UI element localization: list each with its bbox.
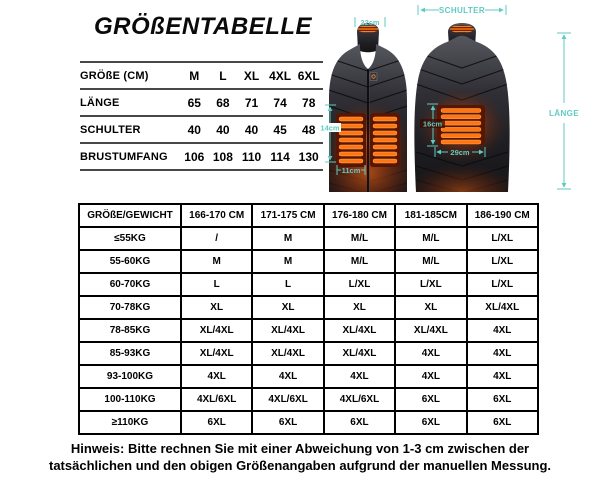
spec-value: 40 bbox=[244, 122, 259, 137]
fit-cell: 4XL bbox=[395, 342, 466, 365]
spec-table bbox=[80, 61, 323, 171]
fit-row bbox=[79, 273, 538, 296]
collar-width-label: 22cm bbox=[360, 18, 380, 27]
fit-weight-label: 78-85KG bbox=[79, 319, 181, 342]
spec-value: 78 bbox=[302, 95, 316, 110]
fit-cell: L/XL bbox=[467, 227, 538, 250]
fit-cell: M/L bbox=[395, 250, 466, 273]
length-dimension-label: LÄNGE bbox=[549, 109, 579, 118]
spec-header-row bbox=[80, 63, 323, 90]
fit-cell: 6XL bbox=[252, 411, 323, 434]
fit-cell: / bbox=[181, 227, 252, 250]
note-line-1: Hinweis: Bitte rechnen Sie mit einer Abweichung von 1-3 cm zwischen der bbox=[70, 441, 530, 456]
fit-cell: L bbox=[181, 273, 252, 296]
fit-cell: 4XL/6XL bbox=[181, 388, 252, 411]
fit-cell: 4XL bbox=[324, 365, 395, 388]
spec-value: 65 bbox=[187, 95, 201, 110]
fit-row bbox=[79, 296, 538, 319]
fit-header-height: 166-170 CM bbox=[181, 204, 252, 227]
spec-size-xl: XL bbox=[243, 68, 260, 83]
fit-cell: 6XL bbox=[467, 411, 538, 434]
spec-size-6xl: 6XL bbox=[297, 68, 320, 83]
fit-cell: XL/4XL bbox=[252, 319, 323, 342]
fit-cell: 4XL/6XL bbox=[252, 388, 323, 411]
fit-cell: 4XL bbox=[467, 342, 538, 365]
fit-row bbox=[79, 250, 538, 273]
note-line-2: tatsächlichen und den obigen Größenangaben aufgrund der manuellen Messung. bbox=[49, 457, 551, 473]
fit-cell: XL/4XL bbox=[324, 342, 395, 365]
spec-row-label: LÄNGE bbox=[80, 96, 120, 109]
fit-table bbox=[78, 203, 539, 435]
spec-value: 114 bbox=[270, 149, 290, 164]
fit-cell: 4XL bbox=[467, 319, 538, 342]
fit-cell: M bbox=[252, 250, 323, 273]
spec-value: 108 bbox=[212, 149, 233, 164]
fit-weight-label: 70-78KG bbox=[79, 296, 181, 319]
vest-diagram-svg bbox=[315, 0, 600, 200]
spec-value: 68 bbox=[216, 95, 230, 110]
fit-cell: 6XL bbox=[324, 411, 395, 434]
spec-size-l: L bbox=[219, 68, 227, 83]
fit-cell: M/L bbox=[395, 227, 466, 250]
fit-weight-label: 100-110KG bbox=[79, 388, 181, 411]
fit-cell: L/XL bbox=[467, 250, 538, 273]
shoulder-dimension-label: SCHULTER bbox=[438, 6, 486, 15]
spec-row-label: BRUSTUMFANG bbox=[80, 150, 168, 163]
fit-weight-label: 55-60KG bbox=[79, 250, 181, 273]
fit-cell: XL/4XL bbox=[467, 296, 538, 319]
measurement-note bbox=[0, 441, 600, 475]
fit-cell: 4XL bbox=[395, 365, 466, 388]
fit-cell: XL bbox=[181, 296, 252, 319]
fit-weight-label: ≤55KG bbox=[79, 227, 181, 250]
fit-cell: M/L bbox=[324, 250, 395, 273]
spec-value: 106 bbox=[184, 149, 205, 164]
fit-header-row bbox=[79, 204, 538, 227]
spec-header-label: GRÖßE (CM) bbox=[80, 69, 149, 82]
fit-cell: 4XL bbox=[252, 365, 323, 388]
fit-weight-label: 93-100KG bbox=[79, 365, 181, 388]
fit-cell: XL/4XL bbox=[395, 319, 466, 342]
fit-weight-label: 85-93KG bbox=[79, 342, 181, 365]
fit-cell: L/XL bbox=[324, 273, 395, 296]
spec-value: 74 bbox=[273, 95, 287, 110]
front-vest-illustration bbox=[316, 23, 420, 200]
fit-cell: L/XL bbox=[467, 273, 538, 296]
fit-cell: 4XL/6XL bbox=[324, 388, 395, 411]
fit-cell: 4XL bbox=[181, 365, 252, 388]
spec-row-laenge bbox=[80, 90, 323, 117]
fit-header-height: 186-190 CM bbox=[467, 204, 538, 227]
fit-cell: M bbox=[252, 227, 323, 250]
back-pad-height-label: 16cm bbox=[422, 119, 443, 129]
fit-cell: 6XL bbox=[395, 411, 466, 434]
fit-cell: XL/4XL bbox=[181, 342, 252, 365]
spec-row-label: SCHULTER bbox=[80, 123, 141, 136]
fit-cell: 6XL bbox=[395, 388, 466, 411]
fit-cell: XL bbox=[324, 296, 395, 319]
power-button bbox=[370, 73, 377, 81]
page-title: GRÖßENTABELLE bbox=[94, 13, 313, 40]
front-pad-width-label: 11cm bbox=[341, 166, 361, 175]
fit-row bbox=[79, 319, 538, 342]
fit-weight-label: 60-70KG bbox=[79, 273, 181, 296]
vest-diagram bbox=[315, 0, 600, 200]
fit-cell: 6XL bbox=[467, 388, 538, 411]
fit-cell: L bbox=[252, 273, 323, 296]
fit-cell: M bbox=[181, 250, 252, 273]
spec-value: 110 bbox=[241, 149, 262, 164]
fit-cell: 6XL bbox=[181, 411, 252, 434]
fit-row bbox=[79, 388, 538, 411]
fit-cell: 4XL bbox=[467, 365, 538, 388]
fit-weight-label: ≥110KG bbox=[79, 411, 181, 434]
fit-header-size-weight: GRÖßE/GEWICHT bbox=[79, 204, 181, 227]
fit-row bbox=[79, 411, 538, 434]
fit-cell: XL/4XL bbox=[252, 342, 323, 365]
spec-value: 130 bbox=[298, 149, 319, 164]
fit-cell: XL bbox=[395, 296, 466, 319]
spec-size-4xl: 4XL bbox=[269, 68, 292, 83]
spec-value: 71 bbox=[244, 95, 259, 110]
fit-cell: XL/4XL bbox=[181, 319, 252, 342]
spec-value: 45 bbox=[273, 122, 287, 137]
fit-row bbox=[79, 227, 538, 250]
fit-row bbox=[79, 365, 538, 388]
fit-cell: XL/4XL bbox=[324, 319, 395, 342]
spec-row-schulter bbox=[80, 117, 323, 144]
spec-value: 40 bbox=[216, 122, 230, 137]
front-pad-height-label: 14cm bbox=[320, 123, 340, 133]
spec-value: 40 bbox=[187, 122, 201, 137]
fit-row bbox=[79, 342, 538, 365]
fit-header-height: 171-175 CM bbox=[252, 204, 323, 227]
back-pad-width-label: 29cm bbox=[450, 148, 470, 157]
fit-cell: M/L bbox=[324, 227, 395, 250]
spec-value: 48 bbox=[302, 122, 316, 137]
back-vest-illustration bbox=[404, 23, 520, 200]
fit-header-height: 181-185CM bbox=[395, 204, 466, 227]
fit-cell: XL bbox=[252, 296, 323, 319]
spec-row-brustumfang bbox=[80, 144, 323, 171]
fit-header-height: 176-180 CM bbox=[324, 204, 395, 227]
fit-cell: L/XL bbox=[395, 273, 466, 296]
spec-size-m: M bbox=[189, 68, 200, 83]
